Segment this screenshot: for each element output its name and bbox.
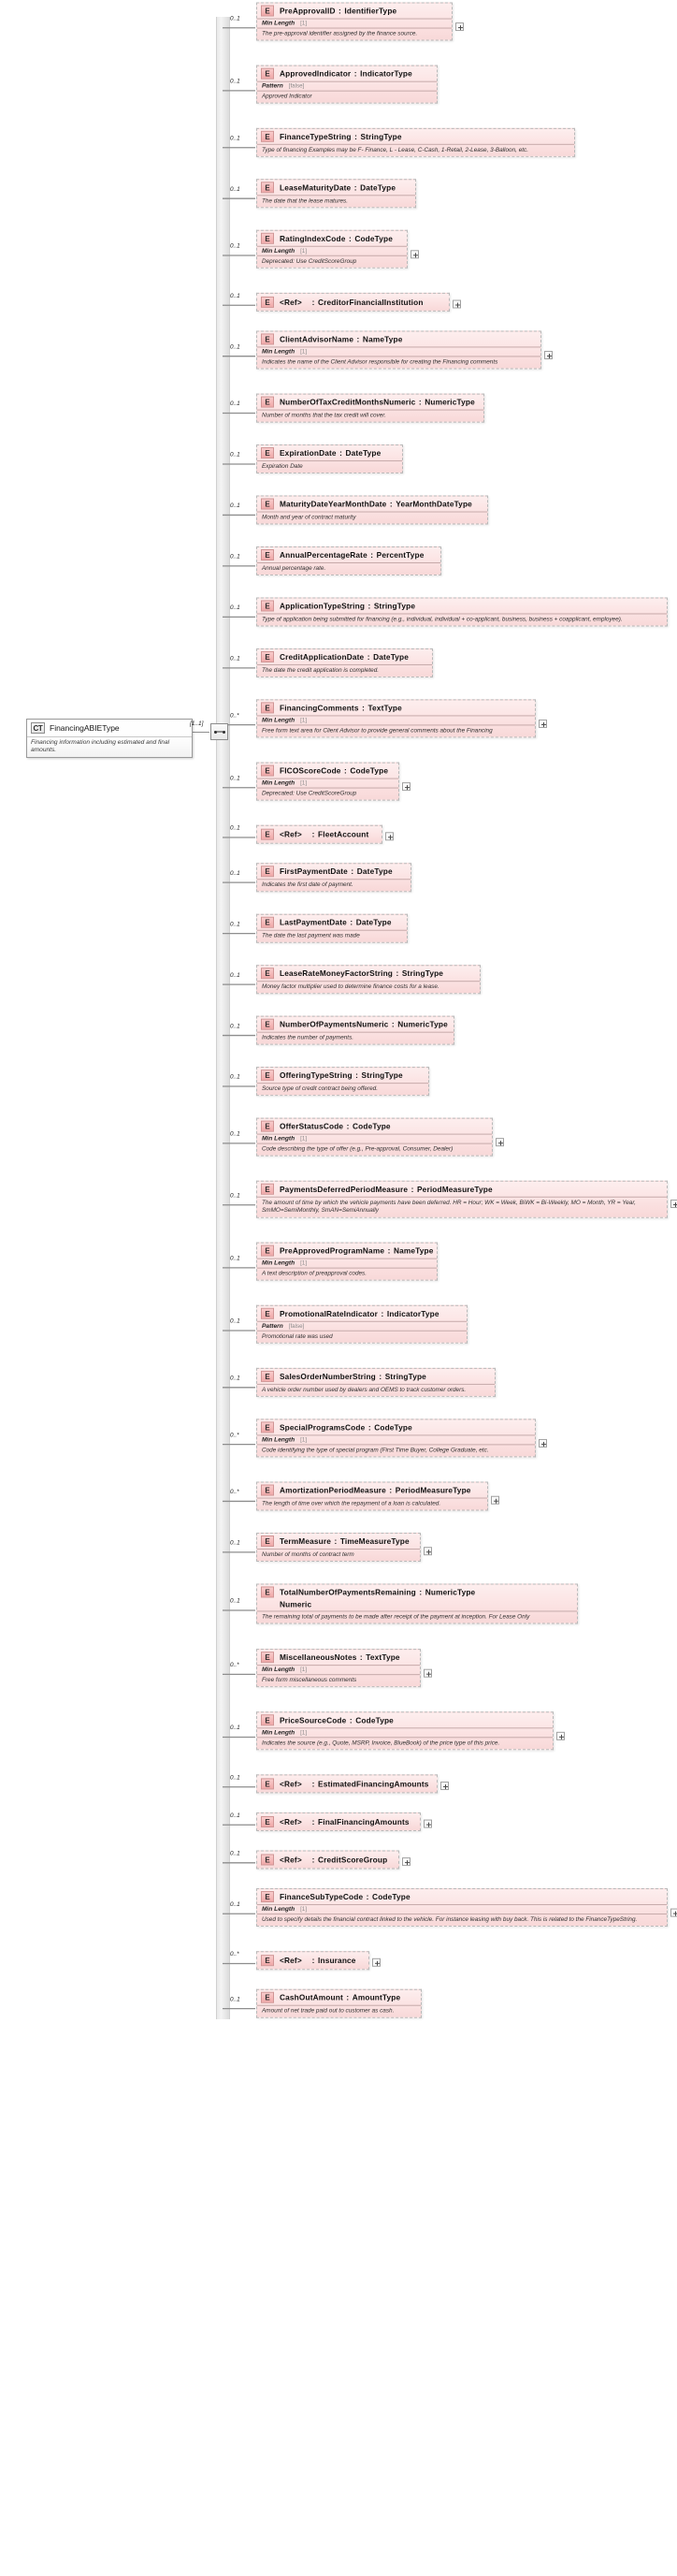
- element-facet-row: [257, 1259, 437, 1268]
- element-badge-icon: E: [261, 1371, 274, 1382]
- element-documentation: Deprecated: Use CreditScoreGroup: [257, 255, 407, 268]
- element-documentation: A vehicle order number used by dealers and OEMS to track customer orders.: [257, 1384, 495, 1396]
- element-node[interactable]: [256, 128, 575, 157]
- element-documentation: Deprecated: Use CreditScoreGroup: [257, 788, 398, 800]
- element-badge-icon: E: [261, 549, 274, 560]
- occurrence-label: 0..1: [230, 774, 240, 781]
- element-documentation: Source type of credit contract being offered.: [257, 1083, 428, 1095]
- element-name-label: SpecialProgramsCode : CodeType: [280, 1422, 412, 1433]
- element-badge-icon: E: [261, 866, 274, 877]
- facet-value: [1]: [300, 1436, 308, 1444]
- element-node-header: [257, 915, 407, 930]
- facet-name: Min Length: [262, 717, 295, 724]
- facet-name: Min Length: [262, 1259, 295, 1267]
- sequence-compositor-icon[interactable]: [210, 723, 228, 740]
- facet-value: [1]: [300, 1666, 308, 1674]
- element-facet-row: [257, 81, 437, 91]
- occurrence-label: 0..1: [230, 342, 240, 350]
- occurrence-label: 0..1: [230, 1022, 240, 1029]
- element-name-label: ApprovedIndicator : IndicatorType: [280, 68, 412, 79]
- element-documentation: Indicates the first date of payment.: [257, 879, 411, 891]
- element-node[interactable]: [256, 1067, 429, 1096]
- element-node-header: [257, 649, 432, 664]
- facet-value: [1]: [300, 717, 308, 724]
- occurrence-label: 0..1: [230, 292, 240, 299]
- expand-node-button[interactable]: [385, 832, 394, 840]
- element-badge-icon: E: [261, 1714, 274, 1725]
- element-badge-icon: E: [261, 1816, 274, 1827]
- expand-node-button[interactable]: [539, 719, 547, 727]
- element-node-header: [257, 497, 487, 512]
- expand-node-button[interactable]: [539, 1438, 547, 1447]
- element-documentation: Month and year of contract maturity: [257, 512, 487, 524]
- expand-node-button[interactable]: [491, 1495, 499, 1504]
- element-documentation: Code identifying the type of special program (First Time Buyer, College Graduate, etc.: [257, 1444, 535, 1456]
- element-name-label: AmortizationPeriodMeasure : PeriodMeasureType: [280, 1485, 471, 1495]
- root-complextype-name: FinancingABIEType: [50, 723, 120, 733]
- occurrence-label: 0..1: [230, 1850, 240, 1857]
- element-node[interactable]: [256, 1243, 438, 1281]
- occurrence-label: 0..1: [230, 400, 240, 407]
- expand-node-button[interactable]: [455, 22, 464, 30]
- element-node-header: [257, 1182, 667, 1197]
- element-node-header: [257, 1813, 420, 1830]
- element-node-header: [257, 1584, 577, 1599]
- element-badge-icon: E: [261, 131, 274, 142]
- element-facet-row: [257, 1434, 535, 1444]
- element-name-label: PriceSourceCode : CodeType: [280, 1715, 394, 1725]
- occurrence-label: 0..1: [230, 654, 240, 662]
- facet-value: [1]: [300, 20, 308, 27]
- facet-value: [1]: [300, 1259, 308, 1267]
- element-node[interactable]: [256, 496, 488, 525]
- element-badge-icon: E: [261, 182, 274, 193]
- element-node-header: [257, 1419, 535, 1434]
- element-facet-row: [257, 1904, 667, 1914]
- element-badge-icon: E: [261, 600, 274, 611]
- facet-name: Min Length: [262, 247, 295, 255]
- expand-node-button[interactable]: [670, 1908, 677, 1916]
- facet-value: [1]: [300, 247, 308, 255]
- element-documentation: Type of financing Examples may be F- Finance, L - Lease, C-Cash, 1-Retail, 2-Lease, 3-Balloon, etc.: [257, 144, 574, 156]
- root-occurrence-label: [1..1]: [190, 720, 204, 727]
- facet-value: [1]: [300, 1135, 308, 1142]
- element-facet-row: [257, 1727, 553, 1737]
- element-documentation: A text description of preapproval codes.: [257, 1268, 437, 1280]
- element-node[interactable]: [256, 230, 408, 269]
- element-node-header: [257, 547, 440, 562]
- element-node[interactable]: [256, 648, 433, 677]
- element-badge-icon: E: [261, 1778, 274, 1789]
- root-complextype-box[interactable]: [26, 719, 193, 758]
- occurrence-label: 0..1: [230, 77, 240, 84]
- element-badge-icon: E: [261, 1070, 274, 1081]
- element-name-label: SalesOrderNumberString : StringType: [280, 1371, 426, 1381]
- element-name-label: TermMeasure : TimeMeasureType: [280, 1536, 410, 1547]
- element-facet-row: [257, 1321, 467, 1331]
- element-badge-icon: E: [261, 1019, 274, 1030]
- facet-name: Pattern: [262, 82, 283, 90]
- element-node[interactable]: [256, 914, 408, 943]
- element-documentation: The date the last payment was made: [257, 930, 407, 942]
- element-node[interactable]: [256, 330, 541, 369]
- expand-node-button[interactable]: [411, 250, 419, 258]
- root-complextype-documentation: Financing information including estimated and final amounts.: [27, 736, 192, 757]
- element-node-header: [257, 826, 382, 843]
- element-node-header: [257, 331, 540, 346]
- element-node[interactable]: [256, 1649, 421, 1687]
- element-documentation: The pre-approval identifier assigned by the finance source.: [257, 28, 452, 40]
- element-node-header: [257, 864, 411, 879]
- facet-name: Min Length: [262, 1436, 295, 1444]
- element-node-header: [257, 1650, 420, 1665]
- occurrence-label: 0..1: [230, 14, 240, 22]
- occurrence-label: 0..*: [230, 1431, 239, 1438]
- occurrence-label: 0..1: [230, 451, 240, 458]
- expand-node-button[interactable]: [453, 300, 461, 309]
- element-documentation: Amount of net trade paid out to customer as cash.: [257, 2005, 421, 2017]
- element-badge-icon: E: [261, 233, 274, 244]
- element-ref-node[interactable]: [256, 825, 382, 844]
- occurrence-label: 0..1: [230, 1129, 240, 1137]
- element-facet-row: [257, 346, 540, 356]
- element-documentation: Money factor multiplier used to determine finance costs for a lease.: [257, 981, 480, 993]
- element-ref-label: <Ref> : CreditScoreGroup: [280, 1855, 388, 1865]
- element-name-label: PromotionalRateIndicator : IndicatorType: [280, 1308, 439, 1318]
- element-name-label: MiscellaneousNotes : TextType: [280, 1652, 400, 1663]
- element-ref-node[interactable]: [256, 293, 450, 312]
- element-documentation: The remaining total of payments to be made after receipt of the payment at inception. For Lease Only: [257, 1610, 577, 1623]
- element-node-header: [257, 395, 483, 410]
- element-badge-icon: E: [261, 333, 274, 344]
- element-node-header: [257, 129, 574, 144]
- facet-value: [false]: [288, 82, 305, 90]
- element-node-header: [257, 1534, 420, 1549]
- expand-node-button[interactable]: [496, 1138, 504, 1146]
- element-ref-node[interactable]: [256, 1774, 438, 1793]
- expand-node-button[interactable]: [556, 1731, 565, 1739]
- element-node-header: [257, 1119, 492, 1134]
- expand-node-button[interactable]: [670, 1200, 677, 1208]
- element-name-label: ApplicationTypeString : StringType: [280, 601, 416, 611]
- occurrence-label: 0..1: [230, 1812, 240, 1819]
- occurrence-label: 0..1: [230, 920, 240, 927]
- element-name-label: PreApprovalID : IdentifierType: [280, 6, 397, 16]
- element-ref-node[interactable]: [256, 1951, 369, 1970]
- element-name-label: LastPaymentDate : DateType: [280, 917, 392, 927]
- element-node[interactable]: [256, 1482, 488, 1511]
- facet-name: Min Length: [262, 348, 295, 356]
- element-node[interactable]: [256, 65, 438, 104]
- element-node-header: [257, 445, 402, 460]
- element-badge-icon: E: [261, 651, 274, 662]
- element-badge-icon: E: [261, 1121, 274, 1132]
- element-node[interactable]: [256, 179, 416, 208]
- element-node-header: [257, 700, 535, 715]
- element-name-label: FinanceSubTypeCode : CodeType: [280, 1892, 411, 1902]
- expand-node-button[interactable]: [440, 1782, 449, 1790]
- element-name-label: MaturityDateYearMonthDate : YearMonthDateType: [280, 499, 472, 509]
- element-node[interactable]: [256, 1711, 554, 1750]
- element-facet-row: [257, 19, 452, 28]
- facet-value: [false]: [288, 1322, 305, 1330]
- element-ref-label: <Ref> : FinalFinancingAmounts: [280, 1816, 410, 1826]
- element-node[interactable]: [256, 546, 441, 575]
- element-node[interactable]: [256, 394, 484, 423]
- element-node-header: [257, 66, 437, 81]
- element-node[interactable]: [256, 1583, 578, 1623]
- element-node[interactable]: [256, 1989, 422, 2018]
- element-name-label: AnnualPercentageRate : PercentType: [280, 550, 425, 560]
- element-documentation: Used to specify details the financial contract linked to the vehicle. For instance leasing with buy back. This is related to the FinanceTypeString.: [257, 1914, 667, 1926]
- element-name-label: NumberOfPaymentsNumeric : NumericType: [280, 1019, 448, 1029]
- element-badge-icon: E: [261, 702, 274, 713]
- facet-value: [1]: [300, 779, 308, 787]
- element-documentation: The date that the lease matures.: [257, 195, 415, 207]
- element-documentation: Approved Indicator: [257, 91, 437, 103]
- element-documentation: Free form miscellaneous comments: [257, 1674, 420, 1686]
- element-name-label: PreApprovedProgramName : NameType: [280, 1245, 434, 1256]
- occurrence-label: 0..*: [230, 1951, 239, 1958]
- occurrence-label: 0..1: [230, 1254, 240, 1261]
- occurrence-label: 0..*: [230, 711, 239, 719]
- element-documentation: Code describing the type of offer (e.g., Pre-approval, Consumer, Dealer): [257, 1143, 492, 1156]
- element-node-header: [257, 966, 480, 981]
- expand-node-button[interactable]: [402, 781, 411, 790]
- element-badge-icon: E: [261, 968, 274, 979]
- element-name-label: TotalNumberOfPaymentsRemaining : NumericType: [280, 1587, 476, 1597]
- element-name-label: LeaseMaturityDate : DateType: [280, 182, 396, 193]
- occurrence-label: 0..1: [230, 1538, 240, 1546]
- element-badge-icon: E: [261, 1245, 274, 1257]
- element-node[interactable]: [256, 1118, 493, 1157]
- element-node[interactable]: [256, 1368, 496, 1397]
- element-name-label: OfferingTypeString : StringType: [280, 1070, 403, 1081]
- element-documentation: Number of months that the tax credit will cover.: [257, 410, 483, 422]
- element-node[interactable]: [256, 863, 411, 892]
- element-badge-icon: E: [261, 1421, 274, 1433]
- element-facet-row: [257, 246, 407, 255]
- element-node-header: [257, 1369, 495, 1384]
- expand-node-button[interactable]: [402, 1857, 411, 1866]
- element-documentation: The amount of time by which the vehicle payments have been deferred. HR = Hour; WK = Week, BiWK = Bi-Weekly, MO = Month, YR = Year, SmMO=SemiMonthly, SmAN=SemiAnnually: [257, 1197, 667, 1217]
- element-documentation: The date the credit application is completed.: [257, 664, 432, 677]
- element-ref-label: <Ref> : CreditorFinancialInstitution: [280, 297, 424, 307]
- element-node[interactable]: [256, 3, 453, 41]
- element-badge-icon: E: [261, 1535, 274, 1547]
- element-node-header: [257, 1483, 487, 1498]
- element-name-label: OfferStatusCode : CodeType: [280, 1121, 391, 1131]
- element-node-header: [257, 1852, 398, 1869]
- element-documentation: Indicates the number of payments.: [257, 1032, 454, 1044]
- occurrence-label: 0..1: [230, 1317, 240, 1325]
- element-node-header: [257, 1017, 454, 1032]
- element-node[interactable]: [256, 444, 403, 473]
- element-badge-icon: E: [261, 68, 274, 80]
- occurrence-label: 0..1: [230, 1073, 240, 1081]
- element-badge-icon: E: [261, 447, 274, 458]
- element-name-label: FinancingComments : TextType: [280, 703, 402, 713]
- element-node[interactable]: [256, 1419, 536, 1457]
- element-node[interactable]: [256, 699, 536, 737]
- element-badge-icon: E: [261, 297, 274, 308]
- element-name-label: PaymentsDeferredPeriodMeasure : PeriodMeasureType: [280, 1184, 493, 1194]
- element-documentation: Expiration Date: [257, 460, 402, 473]
- element-node-header: [257, 1952, 368, 1969]
- element-node-header: [257, 4, 452, 19]
- occurrence-label: 0..1: [230, 134, 240, 141]
- facet-name: Min Length: [262, 779, 295, 787]
- element-badge-icon: E: [261, 1855, 274, 1866]
- facet-value: [1]: [300, 1729, 308, 1737]
- facet-name: Pattern: [262, 1322, 283, 1330]
- element-documentation: Indicates the name of the Client Advisor responsible for creating the Financing comments: [257, 356, 540, 368]
- occurrence-label: 0..1: [230, 971, 240, 979]
- element-node-header: [257, 1889, 667, 1904]
- element-badge-icon: E: [261, 1992, 274, 2003]
- element-documentation: Promotional rate was used: [257, 1331, 467, 1343]
- occurrence-label: 0..*: [230, 1488, 239, 1495]
- occurrence-label: 0..1: [230, 242, 240, 250]
- expand-node-button[interactable]: [544, 350, 553, 358]
- element-documentation: The length of time over which the repayment of a loan is calculated.: [257, 1498, 487, 1510]
- occurrence-label: 0..1: [230, 1774, 240, 1782]
- facet-name: Min Length: [262, 20, 295, 27]
- occurrence-label: 0..1: [230, 502, 240, 509]
- element-node[interactable]: [256, 763, 399, 801]
- root-complextype-header: [27, 720, 192, 736]
- occurrence-label: 0..1: [230, 1374, 240, 1381]
- element-ref-label: <Ref> : EstimatedFinancingAmounts: [280, 1779, 429, 1789]
- element-name-label: ExpirationDate : DateType: [280, 448, 382, 458]
- element-node-header: [257, 764, 398, 779]
- element-node[interactable]: [256, 597, 668, 626]
- element-node-header: [257, 1775, 437, 1792]
- element-badge-icon: E: [261, 1955, 274, 1966]
- element-badge-icon: E: [261, 499, 274, 510]
- element-facet-row: [257, 779, 398, 788]
- element-ref-node[interactable]: [256, 1851, 399, 1870]
- element-badge-icon: E: [261, 1891, 274, 1902]
- occurrence-label: 0..*: [230, 1661, 239, 1668]
- expand-node-button[interactable]: [372, 1958, 381, 1967]
- element-node[interactable]: [256, 1181, 668, 1218]
- element-badge-icon: E: [261, 1485, 274, 1496]
- element-documentation: Indicates the source (e.g., Quote, MSRP, Invoice, BlueBook) of the price type of this price.: [257, 1737, 553, 1749]
- facet-value: [1]: [300, 1906, 308, 1914]
- element-node[interactable]: [256, 1016, 454, 1045]
- element-badge-icon: E: [261, 1308, 274, 1319]
- occurrence-label: 0..1: [230, 1192, 240, 1200]
- element-node-header: [257, 598, 667, 613]
- element-facet-row: [257, 1665, 420, 1674]
- element-name-label: FinanceTypeString : StringType: [280, 131, 402, 141]
- occurrence-label: 0..1: [230, 1597, 240, 1605]
- element-facet-row: [257, 715, 535, 724]
- occurrence-label: 0..1: [230, 1900, 240, 1908]
- element-name-label: FirstPaymentDate : DateType: [280, 866, 393, 877]
- facet-name: Min Length: [262, 1135, 295, 1142]
- occurrence-label: 0..1: [230, 824, 240, 832]
- element-badge-icon: E: [261, 397, 274, 408]
- element-node[interactable]: [256, 1305, 468, 1344]
- element-name-label: LeaseRateMoneyFactorString : StringType: [280, 968, 444, 979]
- element-node[interactable]: [256, 965, 481, 994]
- element-node-header: [257, 1306, 467, 1321]
- element-name-label: ClientAdvisorName : NameType: [280, 334, 403, 344]
- element-ref-node[interactable]: [256, 1812, 421, 1831]
- element-ref-label: <Ref> : FleetAccount: [280, 829, 369, 839]
- facet-name: Min Length: [262, 1729, 295, 1737]
- occurrence-label: 0..1: [230, 869, 240, 877]
- occurrence-label: 0..1: [230, 1995, 240, 2002]
- expand-node-button[interactable]: [424, 1547, 432, 1555]
- element-node-header: [257, 294, 449, 311]
- occurrence-label: 0..1: [230, 552, 240, 560]
- element-badge-icon: E: [261, 1184, 274, 1195]
- element-documentation: Type of application being submitted for financing (e.g., individual, individual + co-applicant, business, business + coapplicant, employee).: [257, 613, 667, 625]
- occurrence-label: 0..1: [230, 185, 240, 193]
- element-name-label: NumberOfTaxCreditMonthsNumeric : NumericType: [280, 397, 475, 407]
- element-node-header: [257, 231, 407, 246]
- element-name-label: FICOScoreCode : CodeType: [280, 765, 389, 776]
- facet-name: Min Length: [262, 1666, 295, 1674]
- element-badge-icon: E: [261, 6, 274, 17]
- element-node[interactable]: [256, 1888, 668, 1927]
- element-badge-icon: E: [261, 1586, 274, 1597]
- expand-node-button[interactable]: [424, 1668, 432, 1677]
- element-node-header: [257, 1068, 428, 1083]
- element-badge-icon: E: [261, 765, 274, 777]
- occurrence-label: 0..1: [230, 604, 240, 611]
- element-documentation: Annual percentage rate.: [257, 562, 440, 575]
- element-badge-icon: E: [261, 829, 274, 840]
- occurrence-label: 0..1: [230, 1724, 240, 1731]
- element-badge-icon: E: [261, 1652, 274, 1663]
- element-documentation: Free form text area for Client Advisor to provide general comments about the Financing: [257, 724, 535, 736]
- element-badge-icon: E: [261, 917, 274, 928]
- element-node-header: [257, 1244, 437, 1259]
- element-type-continuation: Numeric: [280, 1599, 312, 1609]
- element-node-header: [257, 180, 415, 195]
- element-node-header: [257, 1990, 421, 2005]
- facet-name: Min Length: [262, 1906, 295, 1914]
- element-documentation: Number of months of contract term: [257, 1549, 420, 1561]
- element-name-label: CashOutAmount : AmountType: [280, 1992, 401, 2002]
- facet-value: [1]: [300, 348, 308, 356]
- element-facet-row: [257, 1134, 492, 1143]
- sequence-spine: [216, 17, 230, 2019]
- expand-node-button[interactable]: [424, 1820, 432, 1828]
- element-name-label: CreditApplicationDate : DateType: [280, 651, 410, 662]
- root-connector: [193, 732, 209, 733]
- element-name-label: RatingIndexCode : CodeType: [280, 233, 394, 243]
- element-ref-label: <Ref> : Insurance: [280, 1956, 356, 1966]
- element-node[interactable]: [256, 1533, 421, 1562]
- complextype-badge-icon: CT: [31, 722, 45, 734]
- element-node-header: [257, 1712, 553, 1727]
